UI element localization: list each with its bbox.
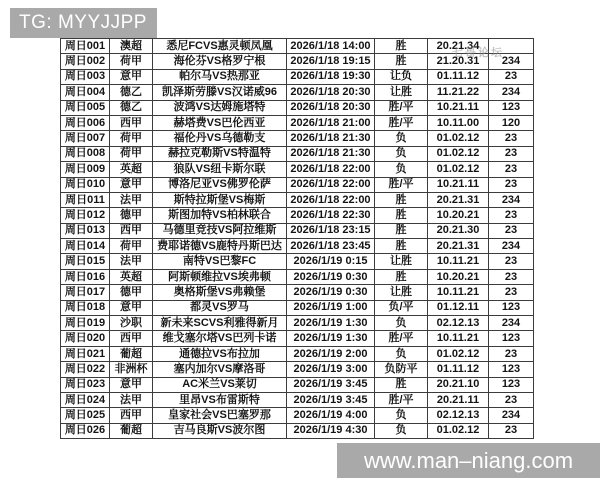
cell-pick: 负 (375, 408, 428, 423)
cell-league: 德甲 (110, 208, 153, 223)
cell-league: 法甲 (110, 192, 153, 207)
cell-datetime: 2026/1/19 0:15 (287, 254, 375, 269)
cell-match-id: 周日003 (61, 69, 110, 84)
cell-recommendation: 01.11.12 (428, 69, 489, 84)
cell-league: 意甲 (110, 177, 153, 192)
cell-pick: 胜/平 (375, 331, 428, 346)
cell-pick: 让负 (375, 69, 428, 84)
cell-pick: 负 (375, 346, 428, 361)
cell-datetime: 2026/1/18 14:00 (287, 39, 375, 54)
cell-odds-digits: 23 (489, 146, 534, 161)
cell-odds-digits: 123 (489, 100, 534, 115)
cell-match-teams: 赫塔费VS巴伦西亚 (153, 115, 287, 130)
cell-match-teams: 赫拉克勒斯VS特温特 (153, 146, 287, 161)
cell-pick: 胜 (375, 377, 428, 392)
cell-recommendation: 20.21.31 (428, 239, 489, 254)
cell-recommendation: 10.11.00 (428, 115, 489, 130)
cell-match-teams: 里昂VS布雷斯特 (153, 392, 287, 407)
cell-datetime: 2026/1/19 3:00 (287, 362, 375, 377)
cell-recommendation: 10.21.11 (428, 100, 489, 115)
cell-odds-digits: 123 (489, 377, 534, 392)
cell-odds-digits: 123 (489, 331, 534, 346)
cell-pick: 负 (375, 131, 428, 146)
cell-match-teams: 悉尼FCVS惠灵顿凤凰 (153, 39, 287, 54)
table-row (61, 269, 534, 284)
cell-pick: 负/平 (375, 300, 428, 315)
cell-datetime: 2026/1/19 0:30 (287, 285, 375, 300)
cell-pick: 胜 (375, 223, 428, 238)
table-row (61, 192, 534, 207)
cell-datetime: 2026/1/18 20:30 (287, 85, 375, 100)
cell-match-id: 周日007 (61, 131, 110, 146)
cell-match-id: 周日005 (61, 100, 110, 115)
cell-odds-digits (489, 39, 534, 54)
cell-odds-digits: 23 (489, 285, 534, 300)
table-row (61, 162, 534, 177)
cell-league: 西甲 (110, 223, 153, 238)
cell-league: 沙职 (110, 316, 153, 331)
cell-odds-digits: 234 (489, 408, 534, 423)
cell-match-teams: 通德拉VS布拉加 (153, 346, 287, 361)
cell-datetime: 2026/1/19 3:45 (287, 377, 375, 392)
cell-recommendation: 01.02.12 (428, 131, 489, 146)
cell-datetime: 2026/1/18 21:30 (287, 146, 375, 161)
cell-odds-digits: 123 (489, 362, 534, 377)
cell-match-teams: 维戈塞尔塔VS巴列卡诺 (153, 331, 287, 346)
cell-recommendation: 10.11.21 (428, 285, 489, 300)
cell-league: 荷甲 (110, 54, 153, 69)
cell-odds-digits: 23 (489, 392, 534, 407)
table-row (61, 346, 534, 361)
cell-odds-digits: 234 (489, 316, 534, 331)
cell-pick: 胜/平 (375, 392, 428, 407)
cell-datetime: 2026/1/19 1:00 (287, 300, 375, 315)
table-row (61, 300, 534, 315)
cell-datetime: 2026/1/19 2:00 (287, 346, 375, 361)
cell-match-teams: 奥格斯堡VS弗赖堡 (153, 285, 287, 300)
table-row (61, 54, 534, 69)
cell-datetime: 2026/1/19 3:45 (287, 392, 375, 407)
telegram-channel-label: TG: MYYJJPP (19, 12, 147, 33)
table-row (61, 239, 534, 254)
cell-match-teams: 马德里竞技VS阿拉维斯 (153, 223, 287, 238)
cell-league: 荷甲 (110, 131, 153, 146)
cell-match-id: 周日012 (61, 208, 110, 223)
cell-match-id: 周日017 (61, 285, 110, 300)
cell-match-id: 周日024 (61, 392, 110, 407)
table-row (61, 223, 534, 238)
cell-league: 荷甲 (110, 146, 153, 161)
cell-match-id: 周日016 (61, 269, 110, 284)
cell-match-teams: 新未来SCVS利雅得新月 (153, 316, 287, 331)
cell-datetime: 2026/1/18 23:15 (287, 223, 375, 238)
cell-match-teams: 波鸿VS达姆施塔特 (153, 100, 287, 115)
cell-pick: 负 (375, 423, 428, 438)
cell-match-teams: 帕尔马VS热那亚 (153, 69, 287, 84)
cell-recommendation: 20.21.11 (428, 392, 489, 407)
cell-odds-digits: 23 (489, 269, 534, 284)
cell-pick: 胜/平 (375, 115, 428, 130)
cell-match-id: 周日010 (61, 177, 110, 192)
cell-pick: 让胜 (375, 254, 428, 269)
cell-recommendation: 02.12.13 (428, 408, 489, 423)
cell-match-teams: 狼队VS纽卡斯尔联 (153, 162, 287, 177)
table-row (61, 316, 534, 331)
cell-datetime: 2026/1/19 4:30 (287, 423, 375, 438)
cell-match-teams: 海伦芬VS格罗宁根 (153, 54, 287, 69)
cell-match-id: 周日021 (61, 346, 110, 361)
cell-league: 葡超 (110, 346, 153, 361)
cell-pick: 负 (375, 162, 428, 177)
cell-match-teams: 都灵VS罗马 (153, 300, 287, 315)
cell-recommendation: 01.02.12 (428, 162, 489, 177)
cell-match-teams: 斯图加特VS柏林联合 (153, 208, 287, 223)
cell-datetime: 2026/1/18 19:30 (287, 69, 375, 84)
cell-league: 德甲 (110, 285, 153, 300)
cell-datetime: 2026/1/18 22:00 (287, 192, 375, 207)
cell-league: 西甲 (110, 115, 153, 130)
cell-odds-digits: 120 (489, 115, 534, 130)
cell-recommendation: 20.21.30 (428, 223, 489, 238)
cell-pick: 胜 (375, 208, 428, 223)
cell-odds-digits: 23 (489, 177, 534, 192)
cell-league: 德乙 (110, 100, 153, 115)
cell-match-id: 周日002 (61, 54, 110, 69)
table-row (61, 362, 534, 377)
cell-match-id: 周日011 (61, 192, 110, 207)
cell-match-id: 周日013 (61, 223, 110, 238)
cell-recommendation: 10.11.21 (428, 254, 489, 269)
cell-match-teams: 塞内加尔VS摩洛哥 (153, 362, 287, 377)
match-picks-table (60, 38, 534, 439)
cell-match-id: 周日015 (61, 254, 110, 269)
cell-datetime: 2026/1/18 21:30 (287, 131, 375, 146)
cell-match-teams: 斯特拉斯堡VS梅斯 (153, 192, 287, 207)
cell-pick: 胜/平 (375, 100, 428, 115)
table-row (61, 285, 534, 300)
cell-recommendation: 21.20.31 (428, 54, 489, 69)
cell-league: 意甲 (110, 300, 153, 315)
cell-league: 英超 (110, 269, 153, 284)
cell-odds-digits: 23 (489, 254, 534, 269)
cell-match-id: 周日026 (61, 423, 110, 438)
cell-datetime: 2026/1/19 1:30 (287, 316, 375, 331)
cell-pick: 胜/平 (375, 177, 428, 192)
cell-pick: 负 (375, 146, 428, 161)
cell-odds-digits: 23 (489, 162, 534, 177)
cell-match-teams: 费耶诺德VS鹿特丹斯巴达 (153, 239, 287, 254)
cell-league: 荷甲 (110, 239, 153, 254)
telegram-channel-banner (10, 8, 157, 38)
cell-match-teams: 皇家社会VS巴塞罗那 (153, 408, 287, 423)
cell-match-id: 周日008 (61, 146, 110, 161)
cell-match-id: 周日009 (61, 162, 110, 177)
cell-datetime: 2026/1/19 4:00 (287, 408, 375, 423)
cell-pick: 让胜 (375, 285, 428, 300)
cell-match-teams: 博洛尼亚VS佛罗伦萨 (153, 177, 287, 192)
cell-match-id: 周日023 (61, 377, 110, 392)
cell-match-id: 周日020 (61, 331, 110, 346)
cell-league: 德乙 (110, 85, 153, 100)
table-row (61, 392, 534, 407)
table-row (61, 39, 534, 54)
cell-recommendation: 10.21.11 (428, 177, 489, 192)
cell-odds-digits: 23 (489, 131, 534, 146)
cell-recommendation: 10.11.21 (428, 331, 489, 346)
cell-match-id: 周日004 (61, 85, 110, 100)
table-row (61, 408, 534, 423)
cell-recommendation: 10.20.21 (428, 208, 489, 223)
table-row (61, 146, 534, 161)
cell-datetime: 2026/1/18 22:00 (287, 162, 375, 177)
cell-odds-digits: 23 (489, 69, 534, 84)
cell-odds-digits: 123 (489, 300, 534, 315)
site-watermark-url: www.man–niang.com (363, 448, 574, 473)
cell-match-teams: AC米兰VS莱切 (153, 377, 287, 392)
table-row (61, 208, 534, 223)
cell-odds-digits: 23 (489, 423, 534, 438)
cell-datetime: 2026/1/18 22:30 (287, 208, 375, 223)
cell-pick: 让胜 (375, 85, 428, 100)
cell-match-id: 周日001 (61, 39, 110, 54)
cell-odds-digits: 23 (489, 223, 534, 238)
table-row (61, 131, 534, 146)
cell-datetime: 2026/1/18 21:00 (287, 115, 375, 130)
cell-league: 西甲 (110, 331, 153, 346)
cell-league: 葡超 (110, 423, 153, 438)
cell-recommendation: 11.21.22 (428, 85, 489, 100)
cell-league: 非洲杯 (110, 362, 153, 377)
cell-datetime: 2026/1/19 1:30 (287, 331, 375, 346)
cell-recommendation: 01.02.12 (428, 146, 489, 161)
row1-watermark-overlay: 七哥论坛 (452, 47, 504, 59)
cell-odds-digits: 234 (489, 239, 534, 254)
cell-recommendation: 01.02.12 (428, 423, 489, 438)
cell-league: 澳超 (110, 39, 153, 54)
table-row (61, 177, 534, 192)
cell-recommendation: 01.11.12 (428, 362, 489, 377)
cell-datetime: 2026/1/18 22:00 (287, 177, 375, 192)
cell-recommendation: 20.21.34 (428, 39, 489, 54)
cell-pick: 负 (375, 316, 428, 331)
cell-odds-digits: 234 (489, 192, 534, 207)
cell-pick: 胜 (375, 239, 428, 254)
cell-recommendation: 01.02.12 (428, 346, 489, 361)
cell-datetime: 2026/1/19 0:30 (287, 269, 375, 284)
table-row (61, 69, 534, 84)
cell-league: 法甲 (110, 254, 153, 269)
cell-datetime: 2026/1/18 20:30 (287, 100, 375, 115)
cell-datetime: 2026/1/18 23:45 (287, 239, 375, 254)
table-row (61, 100, 534, 115)
cell-match-teams: 福伦丹VS乌德勒支 (153, 131, 287, 146)
table-row (61, 85, 534, 100)
cell-pick: 胜 (375, 54, 428, 69)
cell-match-id: 周日019 (61, 316, 110, 331)
table-row (61, 377, 534, 392)
cell-odds-digits: 234 (489, 54, 534, 69)
cell-pick: 胜 (375, 192, 428, 207)
cell-recommendation: 20.21.31 (428, 192, 489, 207)
cell-odds-digits: 234 (489, 85, 534, 100)
cell-match-teams: 南特VS巴黎FC (153, 254, 287, 269)
site-watermark-bar (337, 443, 600, 478)
cell-league: 法甲 (110, 392, 153, 407)
cell-match-id: 周日025 (61, 408, 110, 423)
cell-match-id: 周日014 (61, 239, 110, 254)
cell-pick: 负防平 (375, 362, 428, 377)
cell-match-id: 周日022 (61, 362, 110, 377)
cell-odds-digits: 23 (489, 346, 534, 361)
table-row (61, 115, 534, 130)
table-row (61, 423, 534, 438)
cell-recommendation: 10.20.21 (428, 269, 489, 284)
cell-pick: 胜 (375, 39, 428, 54)
cell-pick: 胜 (375, 269, 428, 284)
cell-league: 英超 (110, 162, 153, 177)
cell-league: 意甲 (110, 377, 153, 392)
cell-league: 西甲 (110, 408, 153, 423)
cell-match-id: 周日018 (61, 300, 110, 315)
cell-recommendation: 02.12.13 (428, 316, 489, 331)
cell-match-teams: 阿斯顿维拉VS埃弗顿 (153, 269, 287, 284)
table-row (61, 254, 534, 269)
cell-match-teams: 吉马良斯VS波尔图 (153, 423, 287, 438)
cell-recommendation: 01.12.11 (428, 300, 489, 315)
cell-datetime: 2026/1/18 19:15 (287, 54, 375, 69)
cell-recommendation: 20.21.10 (428, 377, 489, 392)
table-row (61, 331, 534, 346)
cell-match-id: 周日006 (61, 115, 110, 130)
cell-league: 意甲 (110, 69, 153, 84)
cell-odds-digits: 23 (489, 208, 534, 223)
cell-match-teams: 凯泽斯劳滕VS汉诺威96 (153, 85, 287, 100)
